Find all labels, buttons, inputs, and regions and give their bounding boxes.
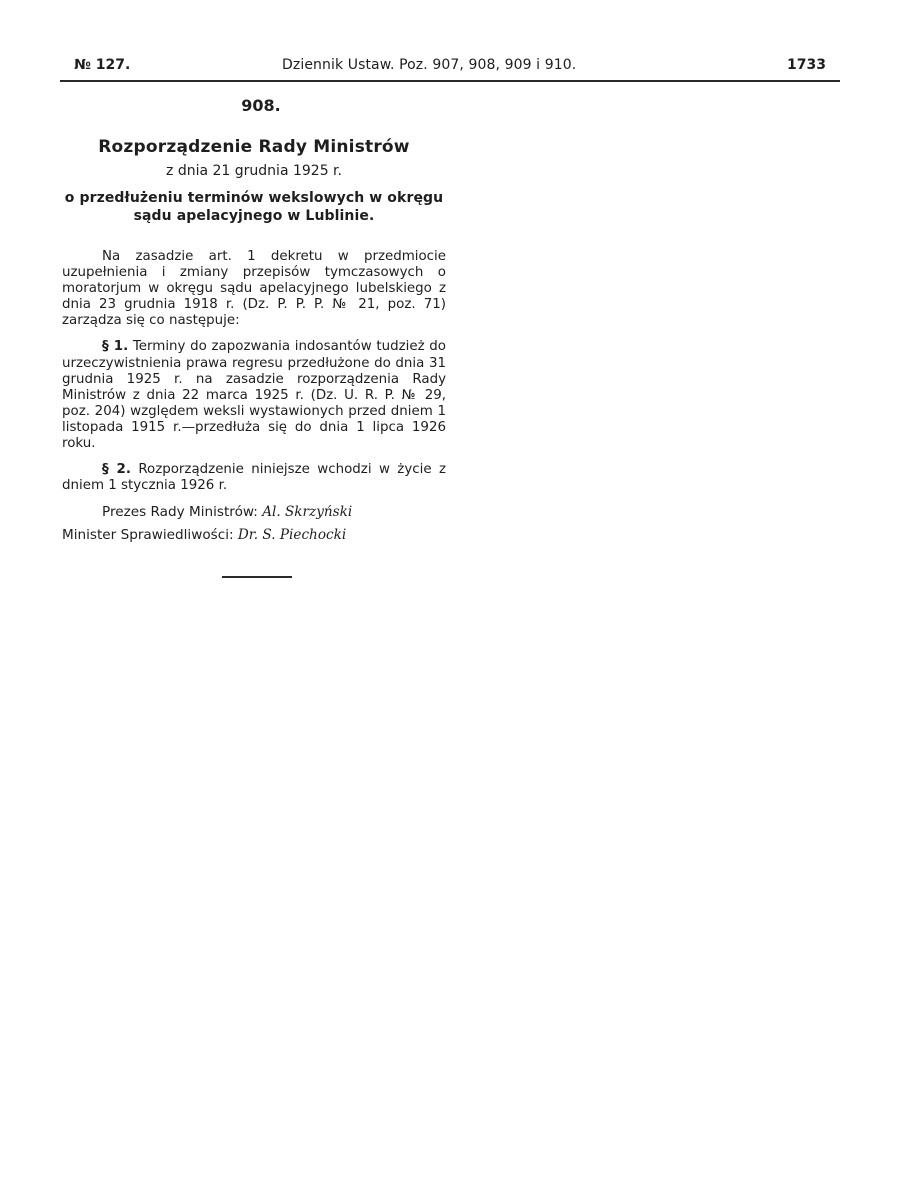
signature-role: Prezes Rady Ministrów: xyxy=(102,504,258,521)
preamble-paragraph: Na zasadzie art. 1 dekretu w przedmiocie uzupełnienia i zmiany przepisów tymczasowych o moratorjum w okręgu sądu apelacyjnego lubelskiego z dnia 23 grudnia 1918 r. (Dz. P. P. P. № 21, poz. 71) zarządza się co następuje: xyxy=(62,249,446,329)
signature-justice-minister xyxy=(62,527,446,543)
position-number: 908. xyxy=(241,96,281,115)
section-1-label: § 1. xyxy=(102,339,129,355)
end-separator-rule xyxy=(222,576,292,578)
act-title: Rozporządzenie Rady Ministrów xyxy=(98,137,410,157)
signature-prime-minister xyxy=(62,504,446,520)
section-2-paragraph xyxy=(62,462,446,494)
act-subject-line-2: sądu apelacyjnego w Lublinie. xyxy=(133,208,375,224)
section-1-text: Terminy do zapozwania indosantów tudzież do urzeczywistnienia prawa regresu przedłużone do dnia 31 grudnia 1925 r. na zasadzie rozporządzenia Rady Ministrów z dnia 22 marca 1925 r. (Dz. U. R. P. № 29, poz. 204) względem weksli wystawionych przed dniem 1 listopada 1915 r.—przedłuża się do dnia 1 lipca 1926 roku. xyxy=(62,339,446,452)
act-subject xyxy=(62,189,446,225)
signature-role: Minister Sprawiedliwości: xyxy=(62,527,234,544)
journal-title: Dziennik Ustaw. Poz. 907, 908, 909 i 910. xyxy=(282,57,577,73)
header-rule xyxy=(60,80,840,82)
signature-name: Dr. S. Piechocki xyxy=(237,527,347,544)
act-column xyxy=(62,96,446,550)
section-2-text: Rozporządzenie niniejsze wchodzi w życie z dniem 1 stycznia 1926 r. xyxy=(62,462,446,494)
signature-name: Al. Skrzyński xyxy=(262,504,353,521)
page-number: 1733 xyxy=(787,57,826,73)
section-1-paragraph xyxy=(62,339,446,452)
section-2-label: § 2. xyxy=(102,462,131,478)
act-subject-line-1: o przedłużeniu terminów wekslowych w okręgu xyxy=(64,190,444,206)
act-date: z dnia 21 grudnia 1925 r. xyxy=(166,163,342,179)
issue-number: № 127. xyxy=(74,57,131,73)
